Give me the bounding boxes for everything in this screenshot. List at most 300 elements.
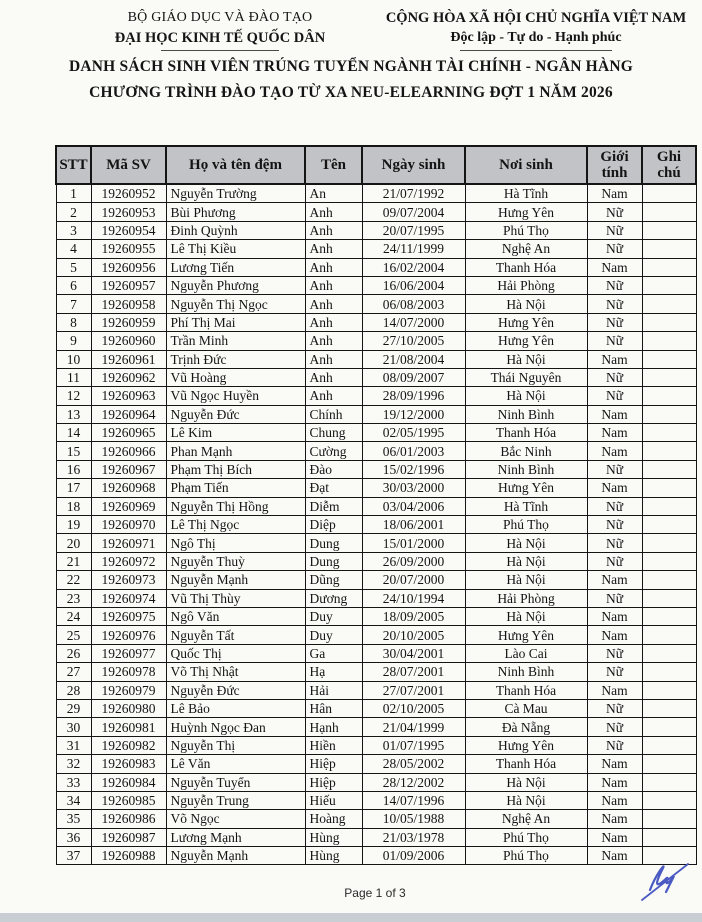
cell-ngay-sinh: 15/01/2000 — [362, 534, 465, 552]
table-row — [56, 626, 696, 644]
cell-ghi-chu — [642, 258, 696, 276]
cell-gioi-tinh: Nữ — [587, 644, 642, 662]
cell-ma-sv: 19260987 — [91, 828, 166, 846]
document-title-line1: DANH SÁCH SINH VIÊN TRÚNG TUYỂN NGÀNH TÀI CHÍNH - NGÂN HÀNG — [69, 58, 633, 75]
table-row — [56, 736, 696, 754]
cell-noi-sinh: Hưng Yên — [465, 479, 587, 497]
cell-ten: Chính — [305, 405, 362, 423]
table-row — [56, 644, 696, 662]
cell-ten: Anh — [305, 221, 362, 239]
cell-ghi-chu — [642, 699, 696, 717]
cell-ten: Anh — [305, 350, 362, 368]
cell-ho-ten-dem: Lê Thị Kiều — [166, 240, 305, 258]
document-title — [0, 54, 702, 106]
cell-ngay-sinh: 09/07/2004 — [362, 203, 465, 221]
cell-gioi-tinh: Nam — [587, 442, 642, 460]
cell-ten: Hùng — [305, 847, 362, 865]
cell-ten: Hạ — [305, 663, 362, 681]
cell-ma-sv: 19260986 — [91, 810, 166, 828]
cell-gioi-tinh: Nữ — [587, 295, 642, 313]
cell-ho-ten-dem: Phí Thị Mai — [166, 313, 305, 331]
cell-gioi-tinh: Nữ — [587, 203, 642, 221]
table-row — [56, 497, 696, 515]
cell-ten: Hùng — [305, 828, 362, 846]
cell-ma-sv: 19260959 — [91, 313, 166, 331]
table-row — [56, 663, 696, 681]
cell-noi-sinh: Thanh Hóa — [465, 424, 587, 442]
table-row — [56, 460, 696, 478]
cell-ngay-sinh: 19/12/2000 — [362, 405, 465, 423]
cell-ghi-chu — [642, 773, 696, 791]
cell-gioi-tinh: Nữ — [587, 276, 642, 294]
cell-ngay-sinh: 21/04/1999 — [362, 718, 465, 736]
cell-ma-sv: 19260988 — [91, 847, 166, 865]
cell-ghi-chu — [642, 387, 696, 405]
column-header-ma-sv: Mã SV — [91, 146, 166, 184]
cell-gioi-tinh: Nam — [587, 755, 642, 773]
cell-noi-sinh: Lào Cai — [465, 644, 587, 662]
cell-ten: Anh — [305, 368, 362, 386]
cell-gioi-tinh: Nam — [587, 607, 642, 625]
cell-ho-ten-dem: Vũ Thị Thùy — [166, 589, 305, 607]
cell-ghi-chu — [642, 736, 696, 754]
cell-noi-sinh: Bắc Ninh — [465, 442, 587, 460]
cell-stt: 24 — [56, 607, 91, 625]
cell-ghi-chu — [642, 718, 696, 736]
cell-ho-ten-dem: Nguyễn Mạnh — [166, 847, 305, 865]
cell-ma-sv: 19260981 — [91, 718, 166, 736]
cell-ma-sv: 19260954 — [91, 221, 166, 239]
cell-stt: 26 — [56, 644, 91, 662]
cell-noi-sinh: Thanh Hóa — [465, 258, 587, 276]
cell-noi-sinh: Hưng Yên — [465, 203, 587, 221]
cell-ma-sv: 19260952 — [91, 184, 166, 203]
cell-gioi-tinh: Nữ — [587, 221, 642, 239]
cell-ghi-chu — [642, 497, 696, 515]
cell-ma-sv: 19260978 — [91, 663, 166, 681]
table-row — [56, 791, 696, 809]
cell-ngay-sinh: 28/07/2001 — [362, 663, 465, 681]
cell-ghi-chu — [642, 295, 696, 313]
cell-ngay-sinh: 28/05/2002 — [362, 755, 465, 773]
cell-ngay-sinh: 20/07/1995 — [362, 221, 465, 239]
cell-ma-sv: 19260960 — [91, 332, 166, 350]
cell-stt: 28 — [56, 681, 91, 699]
cell-noi-sinh: Nghệ An — [465, 240, 587, 258]
cell-ten: Hiệp — [305, 755, 362, 773]
cell-ho-ten-dem: Lê Bảo — [166, 699, 305, 717]
cell-ma-sv: 19260975 — [91, 607, 166, 625]
column-header-ho-ten-dem: Họ và tên đệm — [166, 146, 305, 184]
motto-line: Độc lập - Tự do - Hạnh phúc — [450, 30, 622, 45]
cell-gioi-tinh: Nam — [587, 847, 642, 865]
cell-noi-sinh: Hà Nội — [465, 350, 587, 368]
cell-ho-ten-dem: Nguyễn Đức — [166, 681, 305, 699]
cell-gioi-tinh: Nữ — [587, 552, 642, 570]
cell-stt: 6 — [56, 276, 91, 294]
cell-ghi-chu — [642, 350, 696, 368]
cell-stt: 3 — [56, 221, 91, 239]
table-row — [56, 350, 696, 368]
table-body — [56, 184, 696, 865]
cell-ghi-chu — [642, 552, 696, 570]
table-row — [56, 607, 696, 625]
cell-stt: 7 — [56, 295, 91, 313]
cell-ho-ten-dem: Nguyễn Phương — [166, 276, 305, 294]
table-row — [56, 221, 696, 239]
cell-ten: Anh — [305, 240, 362, 258]
cell-ngay-sinh: 15/02/1996 — [362, 460, 465, 478]
cell-noi-sinh: Ninh Bình — [465, 405, 587, 423]
cell-ten: Anh — [305, 258, 362, 276]
cell-ten: An — [305, 184, 362, 203]
cell-ma-sv: 19260953 — [91, 203, 166, 221]
cell-stt: 1 — [56, 184, 91, 203]
cell-noi-sinh: Hưng Yên — [465, 626, 587, 644]
table-row — [56, 313, 696, 331]
cell-ten: Hân — [305, 699, 362, 717]
column-header-ngay-sinh: Ngày sinh — [362, 146, 465, 184]
cell-stt: 2 — [56, 203, 91, 221]
cell-ghi-chu — [642, 405, 696, 423]
cell-ghi-chu — [642, 442, 696, 460]
cell-ghi-chu — [642, 626, 696, 644]
cell-gioi-tinh: Nữ — [587, 497, 642, 515]
cell-gioi-tinh: Nữ — [587, 589, 642, 607]
cell-ten: Hoàng — [305, 810, 362, 828]
cell-ngay-sinh: 01/07/1995 — [362, 736, 465, 754]
cell-ghi-chu — [642, 663, 696, 681]
cell-ngay-sinh: 06/01/2003 — [362, 442, 465, 460]
cell-noi-sinh: Hà Nội — [465, 607, 587, 625]
cell-ma-sv: 19260957 — [91, 276, 166, 294]
cell-ngay-sinh: 14/07/2000 — [362, 313, 465, 331]
cell-ho-ten-dem: Nguyễn Trung — [166, 791, 305, 809]
cell-stt: 37 — [56, 847, 91, 865]
cell-ten: Duy — [305, 626, 362, 644]
table-row — [56, 534, 696, 552]
cell-stt: 4 — [56, 240, 91, 258]
cell-noi-sinh: Phú Thọ — [465, 221, 587, 239]
student-roster-table — [55, 145, 697, 865]
national-motto-block — [376, 8, 696, 51]
cell-ho-ten-dem: Phạm Tiến — [166, 479, 305, 497]
cell-ghi-chu — [642, 276, 696, 294]
cell-ho-ten-dem: Nguyễn Thuỳ — [166, 552, 305, 570]
cell-ho-ten-dem: Vũ Hoàng — [166, 368, 305, 386]
cell-ten: Chung — [305, 424, 362, 442]
cell-ngay-sinh: 21/07/1992 — [362, 184, 465, 203]
cell-stt: 32 — [56, 755, 91, 773]
column-header-gioi-tinh: Giới tính — [587, 146, 642, 184]
cell-ngay-sinh: 02/05/1995 — [362, 424, 465, 442]
cell-noi-sinh: Hà Nội — [465, 534, 587, 552]
cell-ghi-chu — [642, 332, 696, 350]
cell-stt: 35 — [56, 810, 91, 828]
cell-ten: Anh — [305, 295, 362, 313]
cell-ho-ten-dem: Nguyễn Trường — [166, 184, 305, 203]
cell-ngay-sinh: 28/09/1996 — [362, 387, 465, 405]
cell-gioi-tinh: Nam — [587, 184, 642, 203]
cell-ngay-sinh: 30/04/2001 — [362, 644, 465, 662]
cell-stt: 29 — [56, 699, 91, 717]
cell-stt: 22 — [56, 571, 91, 589]
cell-ghi-chu — [642, 516, 696, 534]
table-row — [56, 258, 696, 276]
cell-ten: Đạt — [305, 479, 362, 497]
cell-ghi-chu — [642, 460, 696, 478]
header-left-underline — [161, 50, 279, 51]
table-row — [56, 184, 696, 203]
university-name: ĐẠI HỌC KINH TẾ QUỐC DÂN — [114, 30, 326, 46]
column-header-stt: STT — [56, 146, 91, 184]
cell-stt: 16 — [56, 460, 91, 478]
cell-stt: 21 — [56, 552, 91, 570]
cell-noi-sinh: Cà Mau — [465, 699, 587, 717]
table-row — [56, 479, 696, 497]
cell-ghi-chu — [642, 828, 696, 846]
cell-ma-sv: 19260969 — [91, 497, 166, 515]
cell-stt: 10 — [56, 350, 91, 368]
cell-ho-ten-dem: Võ Ngọc — [166, 810, 305, 828]
cell-ten: Đào — [305, 460, 362, 478]
cell-noi-sinh: Phú Thọ — [465, 516, 587, 534]
cell-ten: Dương — [305, 589, 362, 607]
column-header-ghi-chu: Ghi chú — [642, 146, 696, 184]
table-row — [56, 773, 696, 791]
issuing-agency-block — [78, 8, 362, 51]
cell-stt: 15 — [56, 442, 91, 460]
cell-ma-sv: 19260985 — [91, 791, 166, 809]
cell-ghi-chu — [642, 313, 696, 331]
cell-ngay-sinh: 21/03/1978 — [362, 828, 465, 846]
cell-noi-sinh: Hà Nội — [465, 571, 587, 589]
cell-ma-sv: 19260979 — [91, 681, 166, 699]
cell-stt: 34 — [56, 791, 91, 809]
table-row — [56, 332, 696, 350]
table-row — [56, 240, 696, 258]
cell-ghi-chu — [642, 221, 696, 239]
cell-ghi-chu — [642, 644, 696, 662]
cell-ma-sv: 19260958 — [91, 295, 166, 313]
cell-ho-ten-dem: Phan Mạnh — [166, 442, 305, 460]
cell-ngay-sinh: 26/09/2000 — [362, 552, 465, 570]
cell-stt: 8 — [56, 313, 91, 331]
cell-ngay-sinh: 24/10/1994 — [362, 589, 465, 607]
cell-ngay-sinh: 20/10/2005 — [362, 626, 465, 644]
cell-ten: Dũng — [305, 571, 362, 589]
cell-ma-sv: 19260980 — [91, 699, 166, 717]
cell-ngay-sinh: 21/08/2004 — [362, 350, 465, 368]
cell-gioi-tinh: Nam — [587, 258, 642, 276]
cell-ghi-chu — [642, 589, 696, 607]
table-row — [56, 424, 696, 442]
cell-gioi-tinh: Nam — [587, 626, 642, 644]
column-header-ten: Tên — [305, 146, 362, 184]
cell-ten: Anh — [305, 332, 362, 350]
cell-ghi-chu — [642, 681, 696, 699]
cell-ten: Hiền — [305, 736, 362, 754]
cell-ho-ten-dem: Nguyễn Đức — [166, 405, 305, 423]
cell-ngay-sinh: 06/08/2003 — [362, 295, 465, 313]
cell-noi-sinh: Phú Thọ — [465, 847, 587, 865]
cell-ten: Dung — [305, 552, 362, 570]
cell-stt: 27 — [56, 663, 91, 681]
cell-noi-sinh: Thái Nguyên — [465, 368, 587, 386]
table-row — [56, 681, 696, 699]
table-row — [56, 442, 696, 460]
cell-ten: Hải — [305, 681, 362, 699]
cell-gioi-tinh: Nam — [587, 791, 642, 809]
cell-ma-sv: 19260968 — [91, 479, 166, 497]
cell-ho-ten-dem: Nguyễn Tuyển — [166, 773, 305, 791]
cell-gioi-tinh: Nữ — [587, 368, 642, 386]
cell-stt: 31 — [56, 736, 91, 754]
cell-stt: 23 — [56, 589, 91, 607]
cell-ngay-sinh: 24/11/1999 — [362, 240, 465, 258]
table-row — [56, 589, 696, 607]
cell-ngay-sinh: 27/07/2001 — [362, 681, 465, 699]
cell-stt: 30 — [56, 718, 91, 736]
table-row — [56, 405, 696, 423]
table-row — [56, 387, 696, 405]
cell-ten: Dung — [305, 534, 362, 552]
cell-noi-sinh: Hưng Yên — [465, 736, 587, 754]
cell-gioi-tinh: Nữ — [587, 313, 642, 331]
cell-ghi-chu — [642, 203, 696, 221]
scan-edge-band — [0, 913, 702, 922]
cell-gioi-tinh: Nữ — [587, 516, 642, 534]
cell-stt: 17 — [56, 479, 91, 497]
cell-ten: Hiếu — [305, 791, 362, 809]
cell-gioi-tinh: Nữ — [587, 534, 642, 552]
cell-ho-ten-dem: Bùi Phương — [166, 203, 305, 221]
cell-noi-sinh: Hà Tĩnh — [465, 497, 587, 515]
cell-stt: 5 — [56, 258, 91, 276]
cell-noi-sinh: Hải Phòng — [465, 276, 587, 294]
cell-ho-ten-dem: Lương Tiến — [166, 258, 305, 276]
cell-ma-sv: 19260961 — [91, 350, 166, 368]
cell-stt: 9 — [56, 332, 91, 350]
cell-ma-sv: 19260970 — [91, 516, 166, 534]
cell-ma-sv: 19260962 — [91, 368, 166, 386]
cell-ngay-sinh: 03/04/2006 — [362, 497, 465, 515]
cell-ten: Diệp — [305, 516, 362, 534]
cell-ten: Anh — [305, 387, 362, 405]
cell-gioi-tinh: Nam — [587, 405, 642, 423]
cell-ghi-chu — [642, 571, 696, 589]
cell-noi-sinh: Hải Phòng — [465, 589, 587, 607]
table-row — [56, 571, 696, 589]
table-row — [56, 810, 696, 828]
cell-gioi-tinh: Nam — [587, 571, 642, 589]
cell-noi-sinh: Hà Nội — [465, 295, 587, 313]
cell-ghi-chu — [642, 184, 696, 203]
cell-ngay-sinh: 10/05/1988 — [362, 810, 465, 828]
cell-ho-ten-dem: Huỳnh Ngọc Đan — [166, 718, 305, 736]
cell-gioi-tinh: Nữ — [587, 387, 642, 405]
cell-gioi-tinh: Nam — [587, 773, 642, 791]
cell-ten: Diễm — [305, 497, 362, 515]
cell-ma-sv: 19260977 — [91, 644, 166, 662]
cell-stt: 12 — [56, 387, 91, 405]
cell-stt: 20 — [56, 534, 91, 552]
cell-ma-sv: 19260974 — [91, 589, 166, 607]
cell-ghi-chu — [642, 791, 696, 809]
cell-ma-sv: 19260965 — [91, 424, 166, 442]
signature-scribble-icon — [636, 852, 696, 908]
cell-ma-sv: 19260982 — [91, 736, 166, 754]
cell-ma-sv: 19260955 — [91, 240, 166, 258]
cell-gioi-tinh: Nữ — [587, 699, 642, 717]
header-right-underline — [460, 50, 612, 51]
cell-stt: 19 — [56, 516, 91, 534]
table-header-row — [56, 146, 696, 184]
table-row — [56, 295, 696, 313]
cell-gioi-tinh: Nam — [587, 479, 642, 497]
cell-stt: 25 — [56, 626, 91, 644]
cell-gioi-tinh: Nam — [587, 424, 642, 442]
cell-ma-sv: 19260967 — [91, 460, 166, 478]
cell-ten: Anh — [305, 313, 362, 331]
cell-ma-sv: 19260973 — [91, 571, 166, 589]
cell-gioi-tinh: Nữ — [587, 718, 642, 736]
cell-ho-ten-dem: Nguyễn Thị Ngọc — [166, 295, 305, 313]
cell-ten: Anh — [305, 276, 362, 294]
cell-ma-sv: 19260984 — [91, 773, 166, 791]
cell-noi-sinh: Thanh Hóa — [465, 755, 587, 773]
cell-gioi-tinh: Nữ — [587, 460, 642, 478]
cell-noi-sinh: Nghệ An — [465, 810, 587, 828]
republic-title: CỘNG HÒA XÃ HỘI CHỦ NGHĨA VIỆT NAM — [385, 10, 687, 26]
cell-ma-sv: 19260971 — [91, 534, 166, 552]
cell-ho-ten-dem: Phạm Thị Bích — [166, 460, 305, 478]
cell-gioi-tinh: Nữ — [587, 240, 642, 258]
cell-gioi-tinh: Nam — [587, 350, 642, 368]
ministry-name: BỘ GIÁO DỤC VÀ ĐÀO TẠO — [127, 10, 313, 25]
table-row — [56, 718, 696, 736]
cell-ghi-chu — [642, 479, 696, 497]
cell-ghi-chu — [642, 424, 696, 442]
cell-ngay-sinh: 16/02/2004 — [362, 258, 465, 276]
cell-stt: 11 — [56, 368, 91, 386]
cell-stt: 13 — [56, 405, 91, 423]
cell-noi-sinh: Thanh Hóa — [465, 681, 587, 699]
cell-ghi-chu — [642, 810, 696, 828]
cell-ho-ten-dem: Lê Kim — [166, 424, 305, 442]
cell-ho-ten-dem: Ngô Văn — [166, 607, 305, 625]
table-row — [56, 828, 696, 846]
cell-ho-ten-dem: Trần Minh — [166, 332, 305, 350]
cell-gioi-tinh: Nữ — [587, 736, 642, 754]
cell-noi-sinh: Hà Nội — [465, 791, 587, 809]
cell-ho-ten-dem: Vũ Ngọc Huyền — [166, 387, 305, 405]
cell-gioi-tinh: Nam — [587, 810, 642, 828]
cell-ngay-sinh: 18/06/2001 — [362, 516, 465, 534]
cell-ten: Hạnh — [305, 718, 362, 736]
cell-noi-sinh: Hà Nội — [465, 387, 587, 405]
cell-ma-sv: 19260976 — [91, 626, 166, 644]
cell-ma-sv: 19260956 — [91, 258, 166, 276]
cell-noi-sinh: Hà Nội — [465, 552, 587, 570]
cell-gioi-tinh: Nữ — [587, 663, 642, 681]
cell-ma-sv: 19260963 — [91, 387, 166, 405]
cell-stt: 14 — [56, 424, 91, 442]
cell-ngay-sinh: 18/09/2005 — [362, 607, 465, 625]
cell-gioi-tinh: Nữ — [587, 332, 642, 350]
cell-ghi-chu — [642, 755, 696, 773]
table-row — [56, 516, 696, 534]
